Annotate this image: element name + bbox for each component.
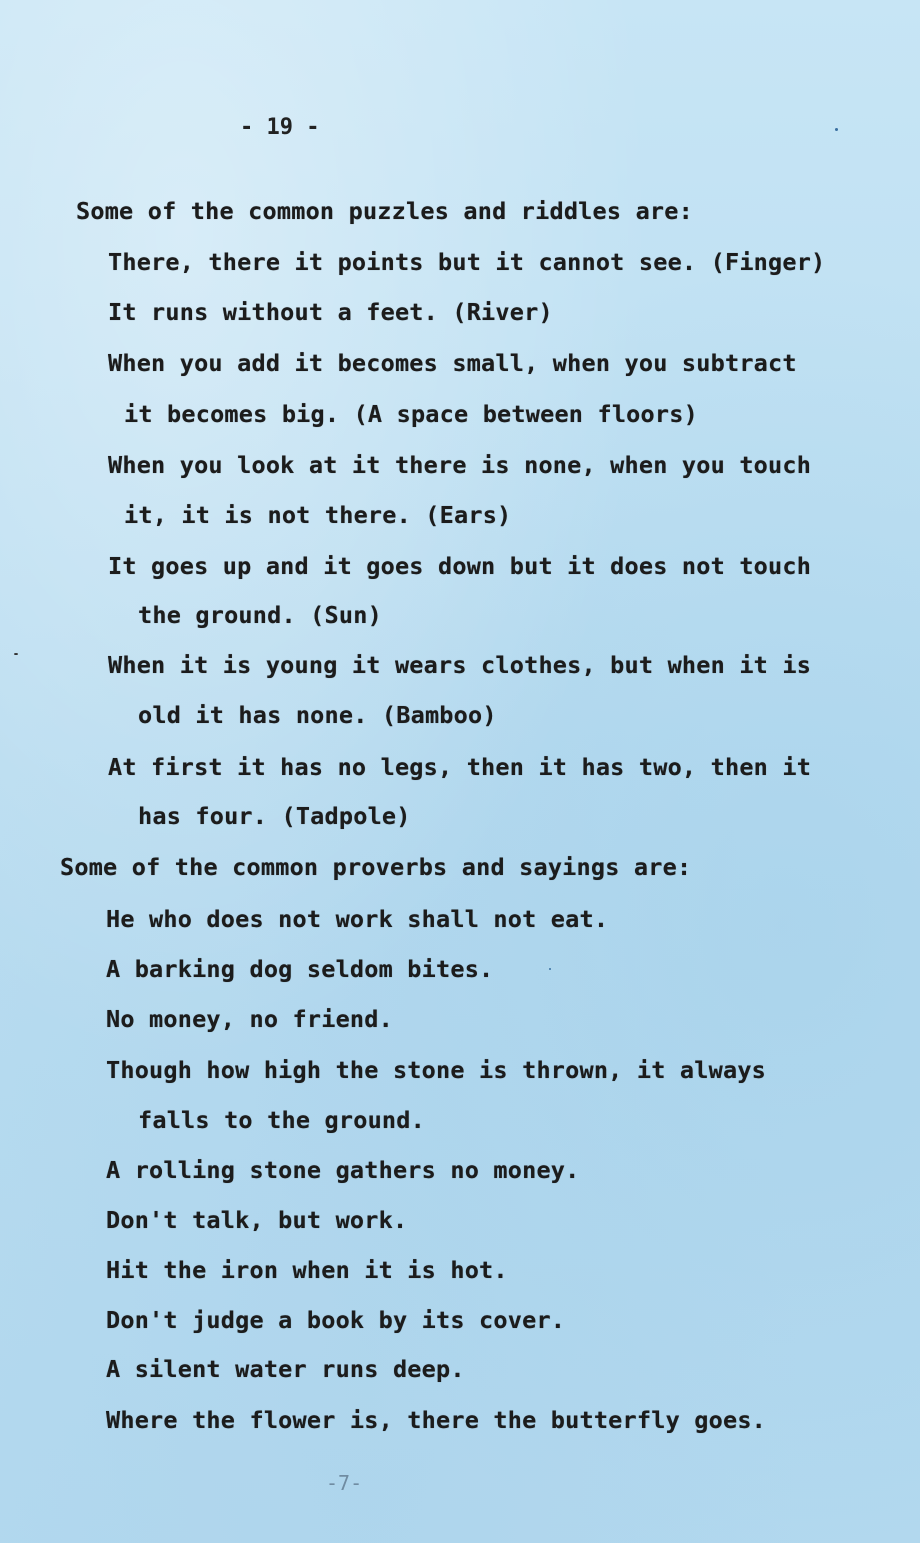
proverb-line: Don't talk, but work.	[106, 1206, 408, 1234]
proverb-line: Don't judge a book by its cover.	[106, 1306, 566, 1334]
page-number-top: - 19 -	[240, 115, 320, 140]
proverb-line: He who does not work shall not eat.	[106, 905, 609, 933]
riddle-line: When you add it becomes small, when you subtract	[108, 349, 797, 377]
riddle-line: it becomes big. (A space between floors)	[124, 400, 698, 428]
proverb-line: A barking dog seldom bites.	[106, 955, 494, 983]
page-number-bottom: -7-	[326, 1471, 363, 1495]
ink-speck	[549, 968, 551, 970]
ink-speck	[835, 128, 838, 131]
riddle-line: It runs without a feet. (River)	[108, 298, 553, 326]
riddle-line: When you look at it there is none, when you touch	[108, 451, 812, 479]
proverb-line: Hit the iron when it is hot.	[106, 1256, 508, 1284]
riddle-line: it, it is not there. (Ears)	[124, 501, 512, 529]
proverb-line: falls to the ground.	[138, 1106, 425, 1134]
riddle-line: At first it has no legs, then it has two, then it	[108, 753, 812, 781]
proverb-line: Where the flower is, there the butterfly goes.	[106, 1406, 767, 1434]
proverb-line: No money, no friend.	[106, 1005, 393, 1033]
riddles-intro: Some of the common puzzles and riddles are:	[76, 197, 693, 225]
proverb-line: A rolling stone gathers no money.	[106, 1156, 580, 1184]
proverbs-intro: Some of the common proverbs and sayings are:	[60, 853, 692, 881]
proverb-line: A silent water runs deep.	[106, 1355, 465, 1383]
riddle-line: the ground. (Sun)	[138, 601, 382, 629]
riddle-line: There, there it points but it cannot see. (Finger)	[108, 248, 826, 276]
riddle-line: old it has none. (Bamboo)	[138, 701, 497, 729]
riddle-line: It goes up and it goes down but it does not touch	[108, 552, 812, 580]
riddle-line: has four. (Tadpole)	[138, 802, 411, 830]
riddle-line: When it is young it wears clothes, but when it is	[108, 651, 812, 679]
ink-speck	[14, 653, 18, 655]
proverb-line: Though how high the stone is thrown, it always	[106, 1056, 767, 1084]
